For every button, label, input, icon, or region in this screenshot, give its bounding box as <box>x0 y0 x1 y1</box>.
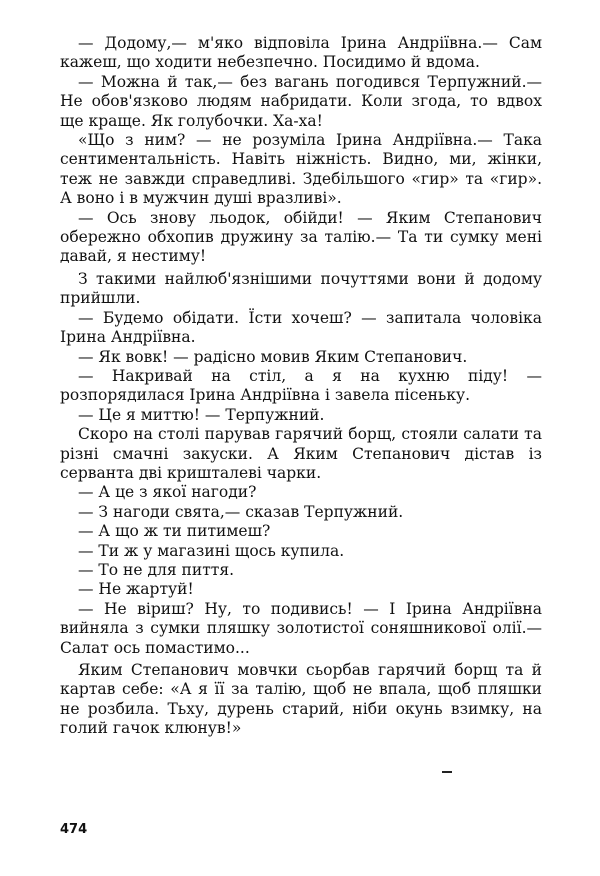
paragraph-9: — Це я миттю! — Терпужний. <box>78 405 325 424</box>
paragraph-5: З такими найлюб'язнішими почуттями вони й додому прийшли. <box>60 269 542 308</box>
paragraph-6: — Будемо обідати. Їсти хочеш? — запитала чоловіка Ірина Андріївна. <box>60 308 542 347</box>
paragraph-3: «Що з ним? — не розуміла Ірина Андріївна.— Така сентиментальність. Навіть ніжність. Видно, ми, жінки, теж не завжди справедливі. Здебільшого «гир» та «гир». А воно і в мужчин душі вразливі». <box>60 131 542 208</box>
paragraph-2: — Можна й так,— без вагань погодився Терпужний.—Не обов'язково людям набридати. Коли згода, то вдвох ще краще. Як голубочки. Ха-ха! <box>60 72 542 130</box>
page-number: 474 <box>60 822 88 837</box>
paragraph-13: — А що ж ти питимеш? <box>78 522 271 541</box>
paragraph-15: — То не для пиття. <box>78 560 235 579</box>
stray-dash-mark <box>442 771 452 773</box>
paragraph-10: Скоро на столі парував гарячий борщ, стояли салати та різні смачні закуски. А Яким Степанович дістав із серванта дві кришталеві чарки. <box>60 425 542 482</box>
paragraph-16: — Не жартуй! <box>78 580 194 599</box>
paragraph-8: — Накривай на стіл, а я на кухню піду! — розпорядилася Ірина Андріївна і завела пісеньку. <box>60 366 542 405</box>
paragraph-4: — Ось знову льодок, обійди! — Яким Степанович обережно обхопив дружину за талію.— Та ти сумку мені давай, я нестиму! <box>60 208 542 266</box>
paragraph-1: — Додому,— м'яко відповіла Ірина Андріївна.— Сам кажеш, що ходити небезпечно. Посидимо й вдома. <box>60 34 542 72</box>
paragraph-12: — З нагоди свята,— сказав Терпужний. <box>78 502 404 521</box>
page-body-text <box>60 34 542 739</box>
paragraph-7: — Як вовк! — радісно мовив Яким Степанович. <box>78 347 468 366</box>
paragraph-11: — А це з якої нагоди? <box>78 483 257 502</box>
paragraph-14: — Ти ж у магазині щось купила. <box>78 541 345 560</box>
paragraph-17: — Не віриш? Ну, то подивись! — І Ірина Андріївна вийняла з сумки пляшку золотистої соняшникової олії.— Салат ось помастимо... <box>60 599 542 657</box>
paragraph-18: Яким Степанович мовчки сьорбав гарячий борщ та й картав себе: «А я її за талію, щоб не впала, щоб пляшки не розбила. Тьху, дурень старий, ніби окунь взимку, на голий гачок клюнув!» <box>60 661 542 738</box>
